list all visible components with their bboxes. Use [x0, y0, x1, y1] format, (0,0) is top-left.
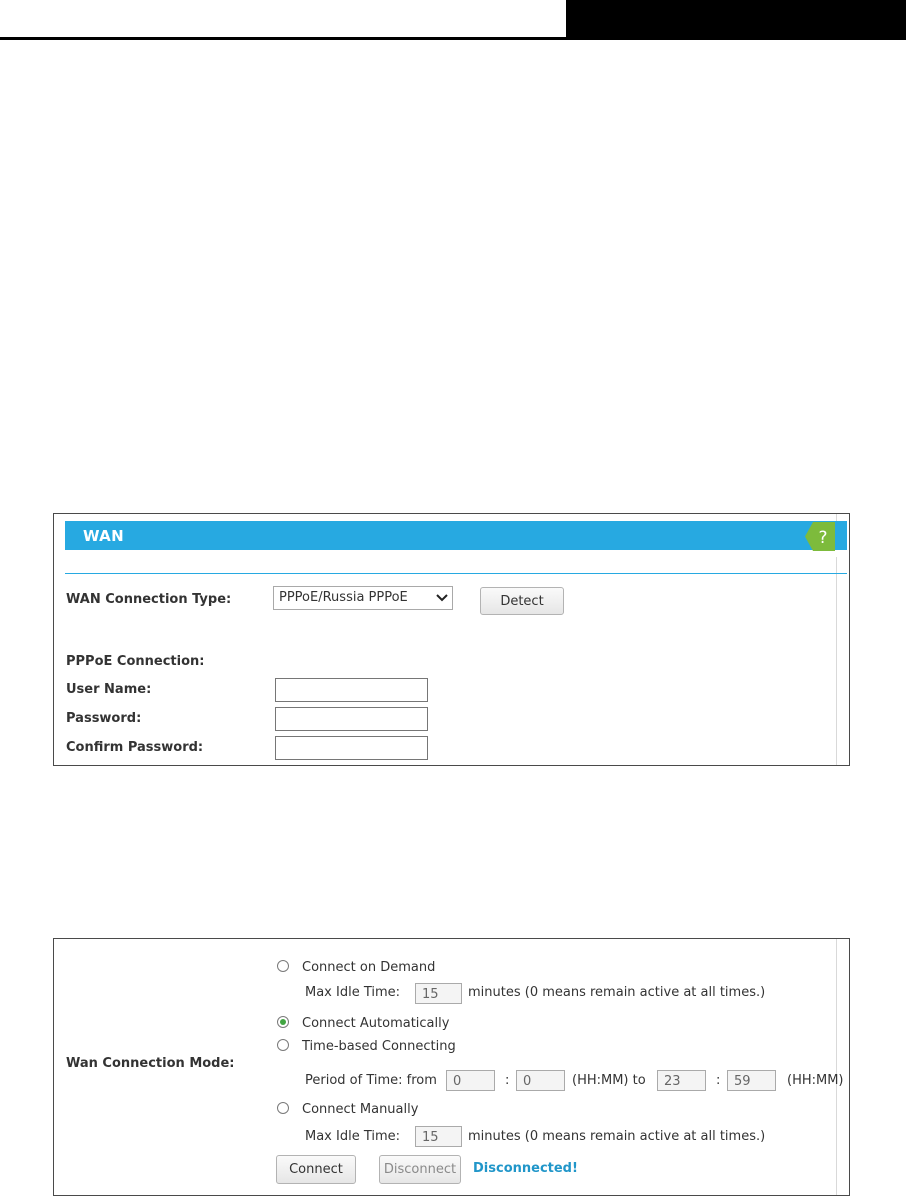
- connect-manually-label: Connect Manually: [302, 1102, 419, 1117]
- svg-text:?: ?: [818, 528, 828, 548]
- connection-status: Disconnected!: [473, 1161, 578, 1176]
- demand-idle-suffix: minutes (0 means remain active at all times.): [468, 985, 766, 1000]
- wan-title: WAN: [83, 527, 124, 545]
- wan-connection-type-label: WAN Connection Type:: [66, 592, 232, 607]
- header-rule: [0, 37, 906, 40]
- connect-on-demand-label: Connect on Demand: [302, 960, 436, 975]
- time-based-connecting-label: Time-based Connecting: [302, 1039, 456, 1054]
- from-hour-input[interactable]: 0: [446, 1070, 495, 1091]
- hhmm-label: (HH:MM): [787, 1073, 844, 1088]
- from-minute-input[interactable]: 0: [516, 1070, 565, 1091]
- wan-settings-panel: [53, 513, 850, 766]
- confirm-password-label: Confirm Password:: [66, 740, 204, 755]
- panel-divider: [836, 939, 837, 1195]
- wan-connection-type-select[interactable]: [273, 586, 453, 610]
- manual-max-idle-label: Max Idle Time:: [305, 1129, 401, 1144]
- manual-max-idle-input[interactable]: 15: [415, 1126, 462, 1147]
- wan-connection-mode-panel: [53, 938, 850, 1196]
- password-label: Password:: [66, 711, 142, 726]
- confirm-password-input[interactable]: [275, 736, 428, 760]
- title-underline: [65, 573, 847, 574]
- demand-max-idle-label: Max Idle Time:: [305, 985, 401, 1000]
- connect-automatically-radio[interactable]: [277, 1016, 289, 1028]
- pppoe-connection-label: PPPoE Connection:: [66, 654, 205, 669]
- to-hour-input[interactable]: 23: [657, 1070, 706, 1091]
- connect-manually-radio[interactable]: [277, 1102, 289, 1114]
- period-of-time-label: Period of Time: from: [305, 1073, 437, 1088]
- wan-connection-mode-label: Wan Connection Mode:: [66, 1056, 235, 1071]
- to-minute-input[interactable]: 59: [727, 1070, 776, 1091]
- connect-button[interactable]: Connect: [276, 1155, 356, 1184]
- detect-button[interactable]: Detect: [480, 587, 564, 615]
- password-input[interactable]: [275, 707, 428, 731]
- connect-automatically-label: Connect Automatically: [302, 1016, 450, 1031]
- time-based-connecting-radio[interactable]: [277, 1039, 289, 1051]
- chevron-down-icon: [432, 587, 452, 609]
- connect-on-demand-radio[interactable]: [277, 960, 289, 972]
- disconnect-button[interactable]: Disconnect: [379, 1155, 461, 1184]
- user-name-input[interactable]: [275, 678, 428, 702]
- time-colon: :: [505, 1073, 510, 1088]
- wan-connection-type-value: PPPoE/Russia PPPoE: [279, 590, 408, 605]
- demand-max-idle-input[interactable]: 15: [415, 983, 462, 1004]
- user-name-label: User Name:: [66, 682, 152, 697]
- wan-title-bar: [65, 521, 847, 557]
- question-mark-icon[interactable]: [805, 522, 835, 551]
- manual-idle-suffix: minutes (0 means remain active at all times.): [468, 1129, 766, 1144]
- header-black-block: [566, 0, 906, 40]
- hhmm-to-label: (HH:MM) to: [572, 1073, 646, 1088]
- time-colon: :: [716, 1073, 721, 1088]
